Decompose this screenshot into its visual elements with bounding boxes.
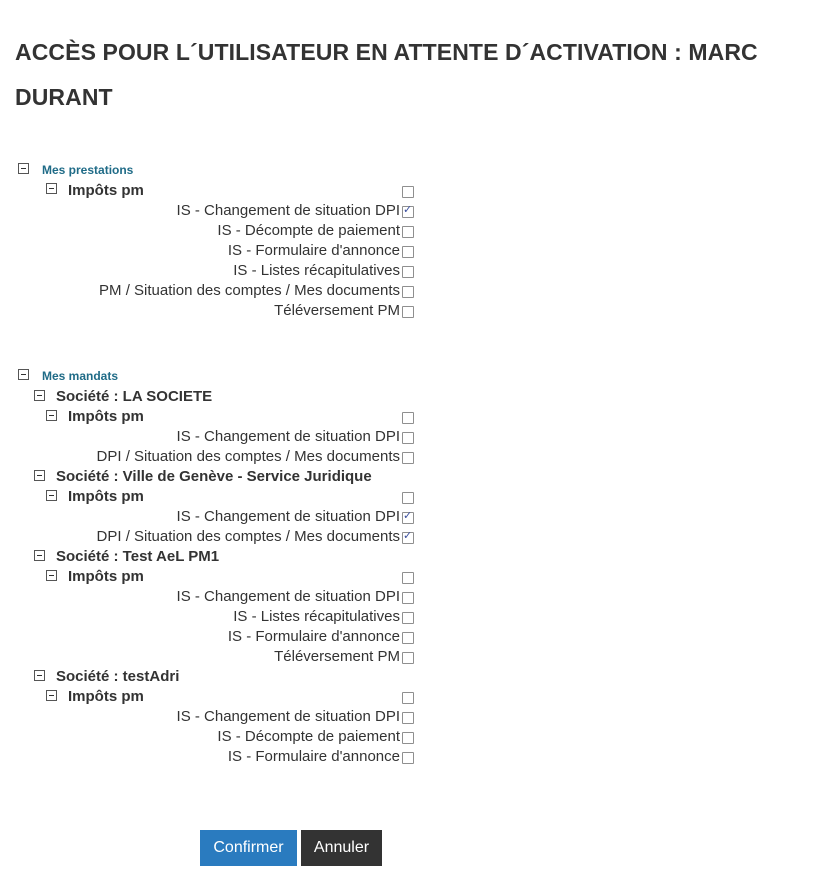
prestation-item-label: Téléversement PM [274,302,400,319]
mandat-item-label: IS - Formulaire d'annonce [227,628,400,645]
confirm-button[interactable]: Confirmer [200,830,297,866]
collapse-company-icon[interactable] [34,550,45,561]
mandat-item-label: Téléversement PM [274,648,400,665]
group-impots-pm-label: Impôts pm [68,688,144,705]
mandat-item-label: IS - Changement de situation DPI [176,428,400,445]
mandat-item-checkbox[interactable] [402,712,414,724]
mandat-item-checkbox[interactable] [402,752,414,764]
collapse-company-icon[interactable] [34,390,45,401]
mandat-item-label: IS - Décompte de paiement [217,728,400,745]
group-checkbox[interactable] [402,692,414,704]
collapse-group-icon[interactable] [46,570,57,581]
mandat-item-checkbox[interactable] [402,652,414,664]
prestation-item-checkbox[interactable] [402,226,414,238]
mandat-item-checkbox[interactable] [402,532,414,544]
collapse-mes-mandats-icon[interactable] [18,369,29,380]
mandat-item-label: DPI / Situation des comptes / Mes documents [96,448,400,465]
mandat-item-label: IS - Changement de situation DPI [176,708,400,725]
group-impots-pm-label: Impôts pm [68,408,144,425]
prestation-item-checkbox[interactable] [402,266,414,278]
prestation-item-checkbox[interactable] [402,246,414,258]
mandat-item-checkbox[interactable] [402,612,414,624]
page-title: ACCÈS POUR L´UTILISATEUR EN ATTENTE D´ACTIVATION : MARC DURANT [15,39,758,110]
prestation-item-checkbox[interactable] [402,286,414,298]
collapse-prestations-impots-pm-icon[interactable] [46,183,57,194]
collapse-company-icon[interactable] [34,670,45,681]
section-mes-mandats: Mes mandats [42,369,119,383]
group-impots-pm-label: Impôts pm [68,488,144,505]
mandat-item-label: IS - Formulaire d'annonce [227,748,400,765]
mandat-item-label: IS - Changement de situation DPI [176,508,400,525]
company-label: Société : Ville de Genève - Service Juridique [56,468,372,485]
collapse-group-icon[interactable] [46,490,57,501]
prestation-item-label: PM / Situation des comptes / Mes documents [99,282,400,299]
mandat-item-label: DPI / Situation des comptes / Mes documents [96,528,400,545]
collapse-mes-prestations-icon[interactable] [18,163,29,174]
mandat-item-checkbox[interactable] [402,632,414,644]
prestations-impots-pm-checkbox[interactable] [402,186,414,198]
mandat-item-checkbox[interactable] [402,512,414,524]
group-impots-pm-label: Impôts pm [68,182,144,199]
company-label: Société : Test AeL PM1 [56,548,220,565]
prestation-item-label: IS - Listes récapitulatives [233,262,400,279]
mandat-item-checkbox[interactable] [402,432,414,444]
prestation-item-checkbox[interactable] [402,206,414,218]
mandat-item-label: IS - Listes récapitulatives [233,608,400,625]
group-checkbox[interactable] [402,412,414,424]
prestation-item-label: IS - Formulaire d'annonce [227,242,400,259]
group-checkbox[interactable] [402,492,414,504]
mandat-item-checkbox[interactable] [402,592,414,604]
prestation-item-label: IS - Changement de situation DPI [176,202,400,219]
collapse-group-icon[interactable] [46,410,57,421]
collapse-group-icon[interactable] [46,690,57,701]
mandat-item-checkbox[interactable] [402,452,414,464]
section-mes-prestations: Mes prestations [42,163,134,177]
prestation-item-checkbox[interactable] [402,306,414,318]
cancel-button[interactable]: Annuler [301,830,382,866]
mandat-item-label: IS - Changement de situation DPI [176,588,400,605]
mandat-item-checkbox[interactable] [402,732,414,744]
company-label: Société : testAdri [56,668,180,685]
group-impots-pm-label: Impôts pm [68,568,144,585]
collapse-company-icon[interactable] [34,470,45,481]
prestation-item-label: IS - Décompte de paiement [217,222,400,239]
company-label: Société : LA SOCIETE [56,388,213,405]
group-checkbox[interactable] [402,572,414,584]
